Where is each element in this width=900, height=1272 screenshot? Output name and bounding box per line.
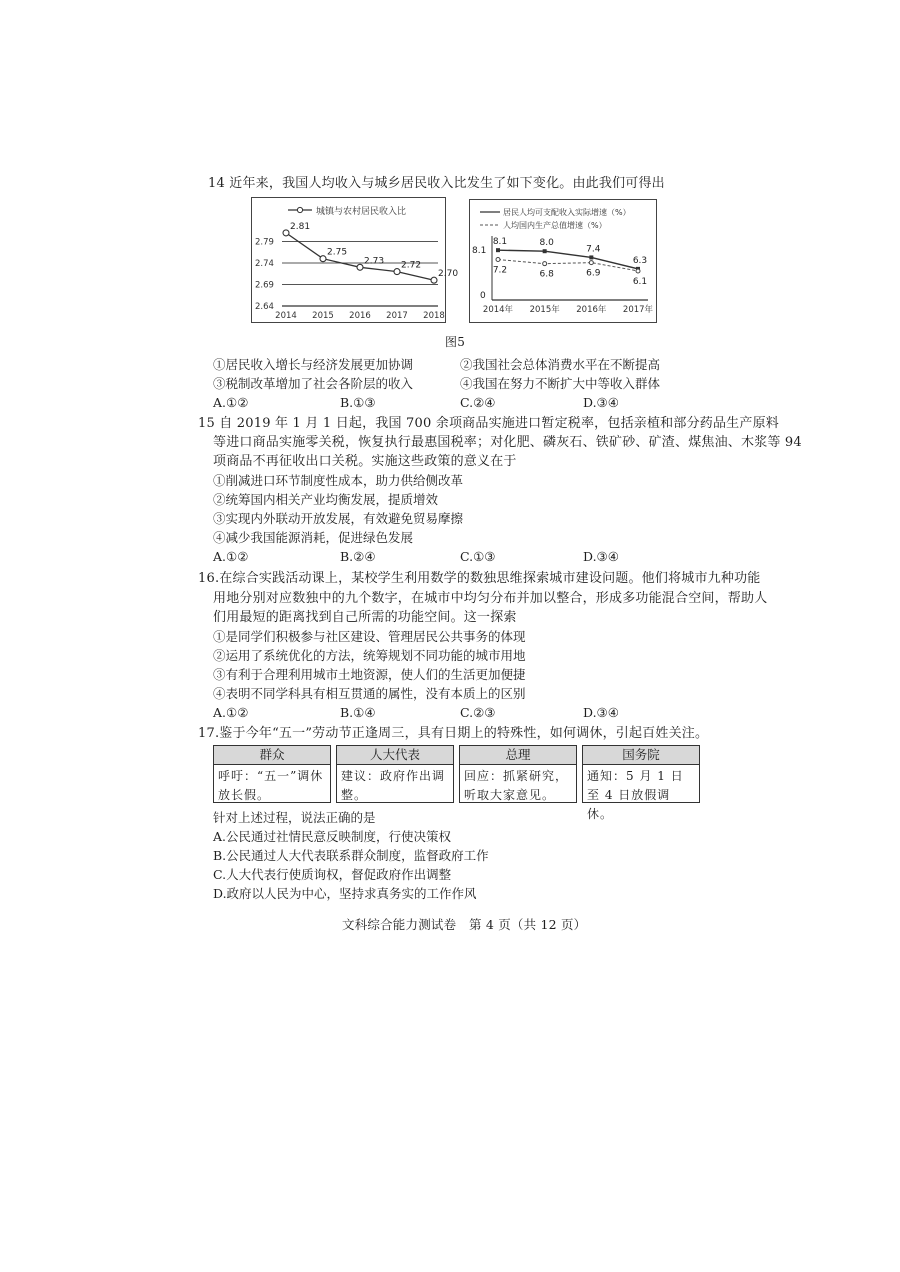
chart1-legend-label: 城镇与农村居民收入比 <box>316 207 407 217</box>
q16-option-4: ④表明不同学科具有相互贯通的属性，没有本质上的区别 <box>213 686 526 701</box>
chart1-data-point <box>357 264 363 270</box>
chart2-data-label-income: 7.4 <box>586 244 601 255</box>
chart1-y-tick-label: 2.64 <box>255 302 274 312</box>
chart2-series-line-income <box>498 250 638 269</box>
chart2-data-label-gdp: 7.2 <box>492 265 508 276</box>
q17-table-cell-premier <box>459 745 577 803</box>
chart1-x-tick-label: 2015 <box>312 311 334 321</box>
q16-stem-line-1: 16.在综合实践活动课上，某校学生利用数学的数独思维探索城市建设问题。他们将城市九种功能 <box>198 571 761 586</box>
figure-caption: 图5 <box>445 335 466 349</box>
q14-option-1: ①居民收入增长与经济发展更加协调 <box>213 357 414 372</box>
chart1-data-label: 2.81 <box>290 221 311 232</box>
q14-option-3: ③税制改革增加了社会各阶层的收入 <box>213 376 414 391</box>
chart1-data-label: 2.73 <box>364 256 385 267</box>
page-footer: 文科综合能力测试卷 第 4 页（共 12 页） <box>342 917 587 932</box>
chart1-y-tick-label: 2.69 <box>255 280 274 291</box>
q17-table-head-npc-deputy: 人大代表 <box>337 746 453 765</box>
chart-income-ratio-svg <box>252 198 459 322</box>
chart2-data-point-income <box>589 255 593 259</box>
chart-growth-rate <box>469 199 657 323</box>
chart2-data-label-income: 8.0 <box>539 238 554 249</box>
q17-choice-d[interactable]: D.政府以人民为中心，坚持求真务实的工作作风 <box>213 886 477 901</box>
chart1-data-point <box>431 277 437 283</box>
q17-table-body-state-council: 通知：5 月 1 日至 4 日放假调休。 <box>587 769 684 821</box>
chart2-data-point-gdp <box>543 262 547 266</box>
q17-table-head-premier: 总理 <box>460 746 576 765</box>
q17-table-cell-state-council <box>582 745 700 821</box>
chart1-data-point <box>283 230 289 236</box>
q17-choice-c[interactable]: C.人大代表行使质询权，督促政府作出调整 <box>213 867 452 882</box>
q15-stem-line-3: 项商品不再征收出口关税。实施这些政策的意义在于 <box>213 454 517 469</box>
chart1-x-tick-label: 2016 <box>349 311 371 321</box>
q14-choice-b[interactable]: B.①③ <box>340 395 376 410</box>
q15-option-3: ③实现内外联动开放发展，有效避免贸易摩擦 <box>213 511 464 526</box>
chart2-data-label-gdp: 6.1 <box>632 276 648 287</box>
q16-option-3: ③有利于合理利用城市土地资源，使人们的生活更加便捷 <box>213 667 526 682</box>
chart2-data-label-income: 8.1 <box>492 237 508 248</box>
chart2-x-tick-label: 2014年 <box>482 305 514 315</box>
q16-stem-line-2: 用地分别对应数独中的九个数字，在城市中均匀分布并加以整合，形成多功能混合空间，帮助人 <box>213 591 768 606</box>
chart2-data-label-gdp: 6.8 <box>539 269 554 280</box>
chart1-data-label: 2.70 <box>438 269 459 280</box>
q14-choice-c[interactable]: C.②④ <box>460 395 496 410</box>
chart1-data-point <box>394 269 400 275</box>
q14-choice-a[interactable]: A.①② <box>213 395 249 410</box>
chart1-y-tick-label: 2.79 <box>255 237 274 248</box>
q17-table-body-premier: 回应：抓紧研究，听取大家意见。 <box>464 769 569 802</box>
q15-option-1: ①削减进口环节制度性成本，助力供给侧改革 <box>213 473 464 488</box>
chart1-legend-marker <box>297 207 302 212</box>
q16-option-2: ②运用了系统优化的方法，统筹规划不同功能的城市用地 <box>213 648 526 663</box>
q15-choice-c[interactable]: C.①③ <box>460 549 496 564</box>
q15-stem-line-1: 15 自 2019 年 1 月 1 日起，我国 700 余项商品实施进口暂定税率，包括亲植和部分药品生产原料 <box>198 416 779 431</box>
chart1-data-point <box>320 256 326 262</box>
q17-table-body-npc-deputy: 建议：政府作出调整。 <box>341 769 446 802</box>
q14-stem: 14 近年来，我国人均收入与城乡居民收入比发生了如下变化。由此我们可得出 <box>208 176 665 191</box>
q17-choice-a[interactable]: A.公民通过社情民意反映制度，行使决策权 <box>213 829 452 844</box>
chart2-data-point-income <box>543 249 547 253</box>
q16-option-1: ①是同学们积极参与社区建设、管理居民公共事务的体现 <box>213 629 526 644</box>
q17-prompt: 针对上述过程，说法正确的是 <box>213 810 376 825</box>
chart2-x-tick-label: 2015年 <box>529 305 560 315</box>
chart1-data-label: 2.75 <box>327 247 348 258</box>
q17-table-body-masses: 呼吁：“五一”调休放长假。 <box>218 769 324 802</box>
chart1-x-tick-label: 2018 <box>423 311 445 321</box>
chart1-y-tick-label: 2.74 <box>255 259 274 269</box>
q17-table-head-masses: 群众 <box>214 746 330 765</box>
q16-choice-c[interactable]: C.②③ <box>460 705 496 720</box>
q17-stem: 17.鉴于今年“五一”劳动节正逢周三，具有日期上的特殊性，如何调休，引起百姓关注。 <box>198 726 709 741</box>
q14-option-4: ④我国在努力不断扩大中等收入群体 <box>460 376 661 391</box>
q16-choice-a[interactable]: A.①② <box>213 705 249 720</box>
chart2-legend-label-gdp: 人均国内生产总值增速（%） <box>503 221 607 230</box>
chart2-legend-label-income: 居民人均可支配收入实际增速（%） <box>503 208 631 217</box>
q16-stem-line-3: 们用最短的距离找到自己所需的功能空间。这一探索 <box>213 610 517 625</box>
chart1-x-tick-label: 2014 <box>275 311 297 321</box>
chart2-data-label-gdp: 6.9 <box>586 268 601 279</box>
q16-choice-d[interactable]: D.③④ <box>583 705 619 720</box>
chart-income-ratio <box>251 197 459 323</box>
q17-table-cell-npc-deputy <box>336 745 454 803</box>
chart1-x-tick-label: 2017 <box>386 311 408 321</box>
chart2-data-label-income: 6.3 <box>632 255 648 266</box>
q17-table-cell-masses <box>213 745 331 803</box>
q17-choice-b[interactable]: B.公民通过人大代表联系群众制度，监督政府工作 <box>213 848 489 863</box>
q15-choice-d[interactable]: D.③④ <box>583 549 619 564</box>
q14-option-2: ②我国社会总体消费水平在不断提高 <box>460 357 661 372</box>
chart2-series-line-gdp <box>498 260 638 271</box>
q15-option-2: ②统筹国内相关产业均衡发展，提质增效 <box>213 492 439 507</box>
q14-choice-d[interactable]: D.③④ <box>583 395 619 410</box>
chart2-data-point-gdp <box>636 269 640 273</box>
chart1-series-line <box>286 233 434 280</box>
chart2-data-point-income <box>496 248 500 252</box>
chart2-x-tick-label: 2017年 <box>622 305 654 315</box>
chart2-data-point-gdp <box>589 261 593 265</box>
chart2-y-tick-label: 8.1 <box>472 246 487 257</box>
q17-table-head-state-council: 国务院 <box>583 746 699 765</box>
q16-choice-b[interactable]: B.①④ <box>340 705 376 720</box>
q15-choice-b[interactable]: B.②④ <box>340 549 376 564</box>
q15-choice-a[interactable]: A.①② <box>213 549 249 564</box>
chart2-data-point-gdp <box>496 258 500 262</box>
chart2-x-tick-label: 2016年 <box>576 305 607 315</box>
chart-growth-rate-svg <box>470 200 656 322</box>
chart2-y-tick-label: 0 <box>480 291 486 301</box>
q15-stem-line-2: 等进口商品实施零关税，恢复执行最惠国税率；对化肥、磷灰石、铁矿砂、矿渣、煤焦油、木浆等 94 <box>213 435 802 450</box>
q15-option-4: ④减少我国能源消耗，促进绿色发展 <box>213 530 414 545</box>
chart1-data-label: 2.72 <box>401 260 422 271</box>
